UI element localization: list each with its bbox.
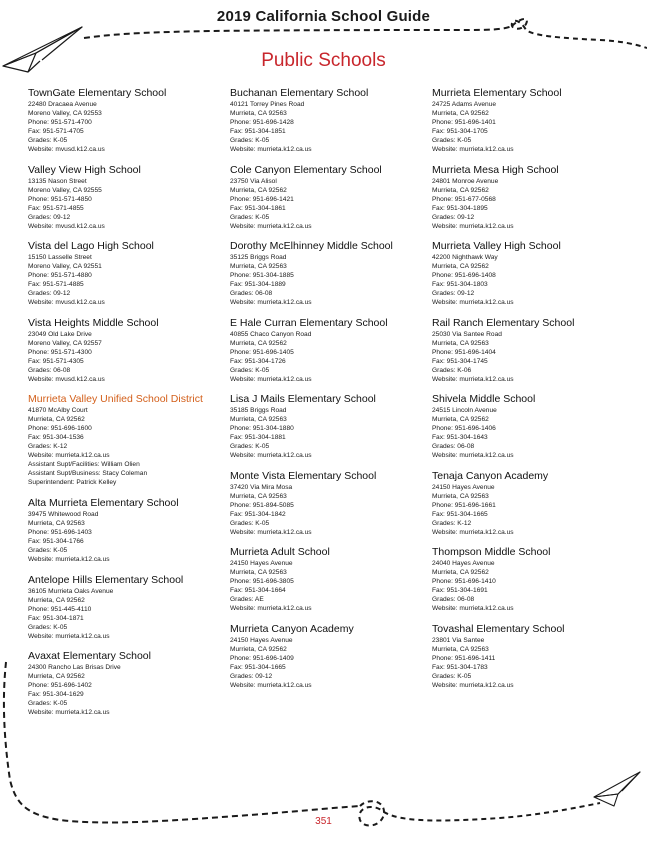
city-line: Murrieta, CA 92563 [230, 263, 287, 270]
superintendent-line: Superintendent: Patrick Kelley [28, 479, 117, 486]
fax-line: Fax: 951-571-4705 [28, 128, 84, 135]
address-line: 35125 Briggs Road [230, 254, 287, 261]
section-title: Public Schools [261, 50, 386, 71]
school-name: Dorothy McElhinney Middle School [230, 240, 393, 252]
fax-line: Fax: 951-304-1745 [432, 357, 488, 365]
guide-title: 2019 California School Guide [216, 8, 431, 25]
website-line: Website: mvusd.k12.ca.us [28, 146, 105, 153]
phone-line: Phone: 951-696-1409 [230, 654, 294, 662]
district-entry [28, 393, 224, 497]
grades-line: Grades: 09-12 [28, 290, 71, 297]
school-entry [432, 87, 628, 164]
fax-line: Fax: 951-304-1895 [432, 204, 488, 212]
school-entry [230, 317, 426, 394]
school-name: Tenaja Canyon Academy [432, 469, 549, 482]
phone-line: Phone: 951-571-4300 [28, 348, 92, 356]
school-name: Monte Vista Elementary School [230, 469, 377, 482]
address-line: 24150 Hayes Avenue [230, 560, 293, 567]
fax-line: Fax: 951-304-1665 [230, 663, 286, 671]
grades-line: Grades: 09-12 [432, 213, 475, 221]
school-name: Antelope Hills Elementary School [28, 573, 184, 586]
school-name: Murrieta Adult School [230, 546, 330, 558]
fax-line: Fax: 951-571-4305 [28, 357, 84, 365]
phone-line: Phone: 951-445-4110 [28, 605, 92, 613]
city-line: Murrieta, CA 92562 [432, 263, 489, 270]
fax-line: Fax: 951-304-1889 [230, 281, 286, 288]
fax-line: Fax: 951-304-1861 [230, 204, 286, 212]
school-entry [230, 546, 426, 623]
address-line: 22480 Dracaea Avenue [28, 101, 97, 108]
city-line: Murrieta, CA 92563 [230, 110, 287, 117]
school-name: Murrieta Valley High School [432, 240, 561, 252]
grades-line: Grades: K-05 [28, 547, 68, 554]
fax-line: Fax: 951-304-1691 [432, 587, 488, 594]
city-line: Murrieta, CA 92563 [230, 492, 287, 500]
website-line: Website: murrieta.k12.ca.us [230, 299, 312, 306]
city-line: Murrieta, CA 92562 [432, 569, 489, 576]
city-line: Murrieta, CA 92562 [230, 339, 287, 347]
school-entry [28, 87, 224, 164]
grades-line: Grades: K-05 [230, 366, 270, 374]
city-line: Murrieta, CA 92562 [28, 416, 85, 423]
school-name: Vista Heights Middle School [28, 316, 159, 329]
address-line: 24040 Hayes Avenue [432, 560, 495, 567]
address-line: 40855 Chaco Canyon Road [230, 330, 312, 338]
fax-line: Fax: 951-304-1766 [28, 538, 84, 545]
city-line: Murrieta, CA 92562 [432, 416, 489, 423]
fax-line: Fax: 951-304-1871 [28, 614, 84, 622]
city-line: Murrieta, CA 92562 [28, 596, 85, 604]
website-line: Website: mvusd.k12.ca.us [28, 299, 105, 306]
website-line: Website: mvusd.k12.ca.us [28, 222, 105, 230]
phone-line: Phone: 951-696-1411 [432, 654, 496, 662]
grades-line: Grades: K-05 [432, 137, 472, 144]
website-line: Website: murrieta.k12.ca.us [230, 528, 312, 536]
school-name: TownGate Elementary School [28, 87, 167, 99]
grades-line: Grades: K-05 [230, 137, 270, 144]
website-line: Website: murrieta.k12.ca.us [432, 146, 514, 153]
phone-line: Phone: 951-696-1661 [432, 501, 496, 509]
school-entry [432, 623, 628, 700]
grades-line: Grades: 06-08 [432, 596, 475, 603]
address-line: 24801 Monroe Avenue [432, 177, 499, 185]
school-name: Alta Murrieta Elementary School [28, 497, 179, 509]
address-line: 37420 Via Mira Mosa [230, 483, 293, 491]
school-entry [28, 497, 224, 574]
phone-line: Phone: 951-696-1600 [28, 425, 92, 432]
address-line: 15150 Lasselle Street [28, 254, 92, 261]
school-name: Murrieta Mesa High School [432, 163, 559, 176]
address-line: 24150 Hayes Avenue [432, 483, 495, 491]
phone-line: Phone: 951-696-1403 [28, 529, 92, 536]
grades-line: Grades: K-05 [28, 700, 68, 707]
address-line: 24725 Adams Avenue [432, 101, 497, 108]
school-entry [432, 393, 628, 470]
phone-line: Phone: 951-696-1408 [432, 272, 496, 279]
website-line: Website: murrieta.k12.ca.us [432, 375, 514, 383]
phone-line: Phone: 951-571-4880 [28, 272, 92, 279]
fax-line: Fax: 951-304-1643 [432, 434, 488, 441]
address-line: 41870 McAlby Court [28, 407, 88, 414]
school-entry [432, 317, 628, 394]
fax-line: Fax: 951-304-1664 [230, 587, 286, 594]
website-line: Website: mvusd.k12.ca.us [28, 375, 105, 383]
grades-line: Grades: K-05 [230, 213, 270, 221]
website-line: Website: murrieta.k12.ca.us [432, 681, 514, 689]
address-line: 24150 Hayes Avenue [230, 636, 293, 644]
phone-line: Phone: 951-696-1404 [432, 348, 496, 356]
school-entry [230, 623, 426, 700]
facilities-contact-line: Assistant Supt/Facilities: William Olien [28, 461, 140, 468]
city-line: Murrieta, CA 92562 [432, 110, 489, 117]
city-line: Murrieta, CA 92562 [28, 673, 85, 680]
grades-line: Grades: 06-08 [28, 366, 71, 374]
city-line: Murrieta, CA 92563 [230, 569, 287, 576]
school-entry [432, 240, 628, 317]
phone-line: Phone: 951-571-4850 [28, 195, 92, 203]
grades-line: Grades: 06-08 [230, 290, 273, 297]
page-number: 351 [315, 816, 332, 827]
fax-line: Fax: 951-304-1726 [230, 357, 286, 365]
address-line: 24300 Rancho Las Brisas Drive [28, 664, 121, 671]
phone-line: Phone: 951-696-1401 [432, 119, 496, 126]
address-line: 13135 Nason Street [28, 177, 87, 185]
phone-line: Phone: 951-696-1428 [230, 119, 294, 126]
grades-line: Grades: AE [230, 596, 264, 603]
phone-line: Phone: 951-696-1406 [432, 425, 496, 432]
city-line: Murrieta, CA 92562 [432, 186, 489, 194]
website-line: Website: murrieta.k12.ca.us [230, 375, 312, 383]
school-entry [230, 470, 426, 547]
grades-line: Grades: K-12 [28, 443, 68, 450]
city-line: Murrieta, CA 92562 [230, 645, 287, 653]
business-contact-line: Assistant Supt/Business: Stacy Coleman [28, 470, 148, 477]
school-entry [230, 240, 426, 317]
school-name: E Hale Curran Elementary School [230, 316, 388, 329]
school-entry [28, 574, 224, 651]
column-1 [28, 87, 224, 727]
school-entry [432, 470, 628, 547]
fax-line: Fax: 951-304-1783 [432, 663, 488, 671]
grades-line: Grades: 06-08 [432, 443, 475, 450]
city-line: Moreno Valley, CA 92553 [28, 110, 102, 117]
school-name: Tovashal Elementary School [432, 622, 565, 635]
grades-line: Grades: K-05 [28, 623, 68, 631]
city-line: Moreno Valley, CA 92555 [28, 186, 102, 194]
fax-line: Fax: 951-571-4885 [28, 281, 84, 288]
fax-line: Fax: 951-304-1705 [432, 128, 488, 135]
grades-line: Grades: K-05 [230, 519, 270, 527]
website-line: Website: murrieta.k12.ca.us [432, 605, 514, 612]
phone-line: Phone: 951-304-1885 [230, 272, 294, 279]
website-line: Website: murrieta.k12.ca.us [230, 605, 312, 612]
website-line: Website: murrieta.k12.ca.us [28, 632, 110, 640]
address-line: 23750 Via Alisol [230, 177, 277, 185]
phone-line: Phone: 951-696-1410 [432, 578, 496, 585]
phone-line: Phone: 951-894-5085 [230, 501, 294, 509]
school-name: Cole Canyon Elementary School [230, 163, 382, 176]
grades-line: Grades: 09-12 [230, 672, 273, 680]
school-entry [28, 164, 224, 241]
address-line: 23801 Via Santee [432, 636, 485, 644]
school-entry [28, 650, 224, 727]
phone-line: Phone: 951-696-1421 [230, 195, 294, 203]
phone-line: Phone: 951-571-4700 [28, 119, 92, 126]
grades-line: Grades: K-05 [230, 443, 270, 450]
grades-line: Grades: K-12 [432, 519, 472, 527]
school-entry [28, 240, 224, 317]
column-2 [230, 87, 426, 699]
phone-line: Phone: 951-677-0568 [432, 195, 496, 203]
fax-line: Fax: 951-304-1629 [28, 691, 84, 698]
school-name: Murrieta Elementary School [432, 87, 562, 99]
website-line: Website: murrieta.k12.ca.us [432, 222, 514, 230]
phone-line: Phone: 951-696-3805 [230, 578, 294, 585]
school-name: Lisa J Mails Elementary School [230, 393, 376, 405]
city-line: Moreno Valley, CA 92557 [28, 339, 102, 347]
grades-line: Grades: 09-12 [28, 213, 71, 221]
school-name: Valley View High School [28, 163, 141, 176]
fax-line: Fax: 951-304-1803 [432, 281, 488, 288]
city-line: Murrieta, CA 92563 [432, 339, 489, 347]
city-line: Murrieta, CA 92562 [230, 186, 287, 194]
school-entry [230, 87, 426, 164]
school-name: Thompson Middle School [432, 546, 551, 558]
website-line: Website: murrieta.k12.ca.us [432, 299, 514, 306]
website-line: Website: murrieta.k12.ca.us [230, 146, 312, 153]
fax-line: Fax: 951-304-1665 [432, 510, 488, 518]
grades-line: Grades: K-06 [432, 366, 472, 374]
website-line: Website: murrieta.k12.ca.us [230, 452, 312, 459]
city-line: Moreno Valley, CA 92551 [28, 263, 102, 270]
fax-line: Fax: 951-304-1851 [230, 128, 286, 135]
school-name: Vista del Lago High School [28, 240, 154, 252]
grades-line: Grades: K-05 [28, 137, 68, 144]
website-line: Website: murrieta.k12.ca.us [230, 222, 312, 230]
address-line: 36105 Murrieta Oaks Avenue [28, 587, 114, 595]
fax-line: Fax: 951-304-1536 [28, 434, 84, 441]
grades-line: Grades: 09-12 [432, 290, 475, 297]
grades-line: Grades: K-05 [432, 672, 472, 680]
fax-line: Fax: 951-571-4855 [28, 204, 84, 212]
paper-airplane-icon [594, 772, 640, 806]
fax-line: Fax: 951-304-1881 [230, 434, 286, 441]
school-name: Avaxat Elementary School [28, 650, 151, 662]
address-line: 35185 Briggs Road [230, 407, 287, 414]
address-line: 24515 Lincoln Avenue [432, 407, 497, 414]
phone-line: Phone: 951-696-1405 [230, 348, 294, 356]
website-line: Website: murrieta.k12.ca.us [28, 452, 110, 459]
city-line: Murrieta, CA 92563 [28, 520, 85, 527]
city-line: Murrieta, CA 92563 [432, 492, 489, 500]
address-line: 23049 Old Lake Drive [28, 330, 92, 338]
school-name: Rail Ranch Elementary School [432, 316, 575, 329]
address-line: 42200 Nighthawk Way [432, 254, 498, 261]
school-entry [432, 546, 628, 623]
column-3 [432, 87, 628, 699]
website-line: Website: murrieta.k12.ca.us [28, 556, 110, 563]
fax-line: Fax: 951-304-1842 [230, 510, 286, 518]
city-line: Murrieta, CA 92563 [230, 416, 287, 423]
school-name: Shivela Middle School [432, 393, 536, 405]
address-line: 25030 Via Santee Road [432, 330, 502, 338]
school-name: Buchanan Elementary School [230, 87, 369, 99]
phone-line: Phone: 951-304-1880 [230, 425, 294, 432]
dashed-trail-top [84, 26, 512, 38]
school-name: Murrieta Canyon Academy [230, 622, 354, 635]
phone-line: Phone: 951-696-1402 [28, 682, 92, 689]
website-line: Website: murrieta.k12.ca.us [28, 709, 110, 716]
school-entry [432, 164, 628, 241]
school-entry [230, 164, 426, 241]
address-line: 40121 Torrey Pines Road [230, 101, 305, 108]
website-line: Website: murrieta.k12.ca.us [230, 681, 312, 689]
district-name: Murrieta Valley Unified School District [28, 393, 203, 405]
address-line: 39475 Whitewood Road [28, 511, 99, 518]
school-entry [230, 393, 426, 470]
website-line: Website: murrieta.k12.ca.us [432, 452, 514, 459]
school-entry [28, 317, 224, 394]
city-line: Murrieta, CA 92563 [432, 645, 489, 653]
website-line: Website: murrieta.k12.ca.us [432, 528, 514, 536]
